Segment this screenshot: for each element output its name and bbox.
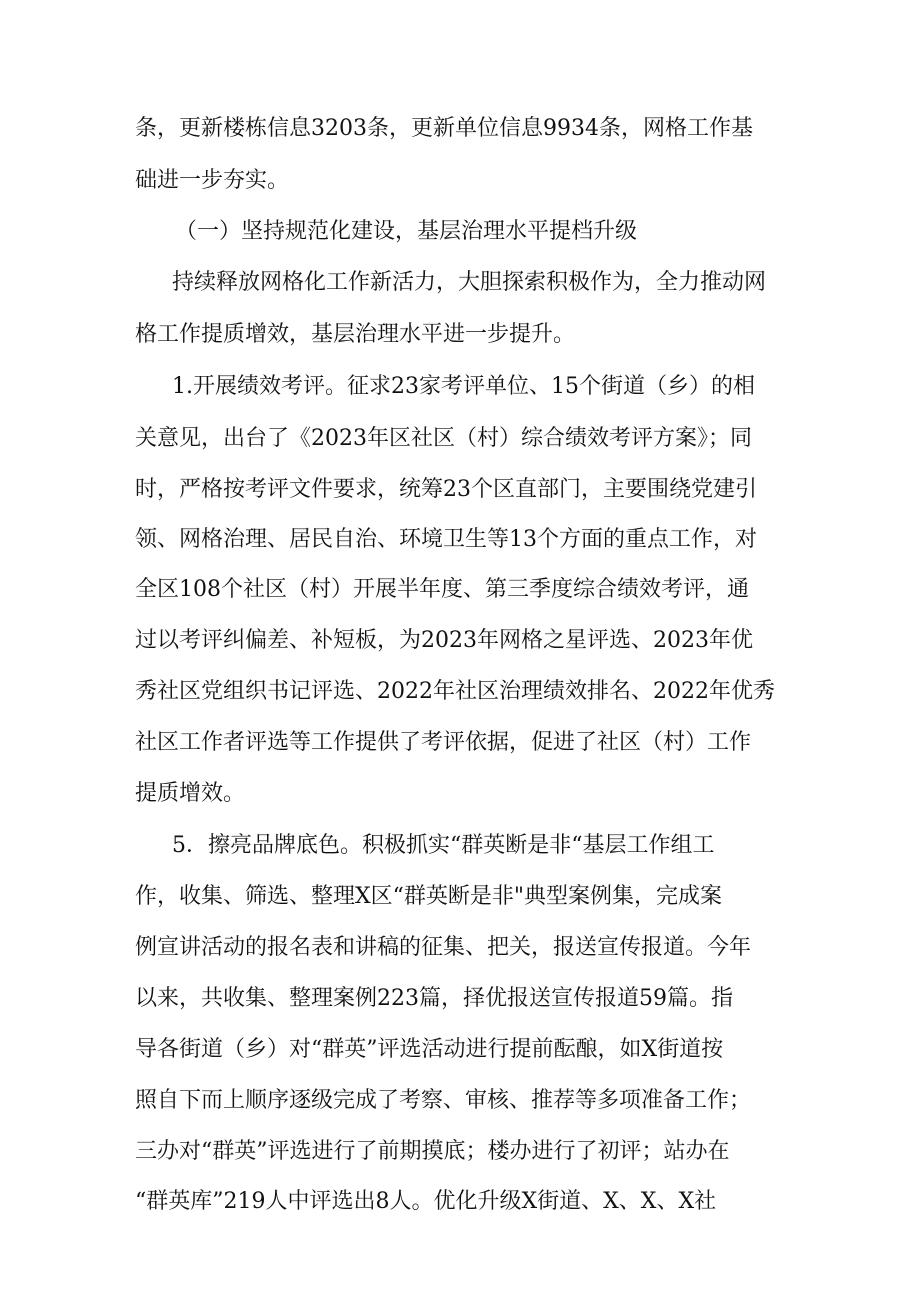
text-line: 条，更新楼栋信息3203条，更新单位信息9934条，网格工作基	[135, 116, 753, 141]
text-line: 作，收集、筛选、整理X区“群英断是非"典型案例集，完成案	[135, 884, 723, 909]
text-line: 时，严格按考评文件要求，统筹23个区直部门，主要围绕党建引	[135, 477, 757, 502]
text-line: “群英库”219人中评选出8人。优化升级X街道、X、X、X社	[135, 1189, 717, 1214]
text-line: 关意见，出台了《2023年区社区（村）综合绩效考评方案》；同	[135, 426, 752, 451]
text-line: 1.开展绩效考评。征求23家考评单位、15个街道（乡）的相	[172, 374, 755, 399]
text-line: 领、网格治理、居民自治、环境卫生等13个方面的重点工作，对	[135, 527, 757, 552]
text-line: 例宣讲活动的报名表和讲稿的征集、把关，报送宣传报道。今年	[135, 935, 752, 960]
text-line: 5．擦亮品牌底色。积极抓实“群英断是非“基层工作组工	[172, 833, 715, 858]
text-line: 导各街道（乡）对“群英”评选活动进行提前酝酿，如X街道按	[135, 1037, 724, 1062]
text-line: 以来，共收集、整理案例223篇，择优报送宣传报道59篇。指	[135, 986, 733, 1011]
text-line: 提质增效。	[135, 781, 246, 806]
text-line: 格工作提质增效，基层治理水平进一步提升。	[135, 322, 576, 347]
text-line: 照自下而上顺序逐级完成了考察、审核、推荐等多项准备工作；	[135, 1088, 752, 1113]
text-line: 过以考评纠偏差、补短板，为2023年网格之星评选、2023年优	[135, 628, 753, 653]
text-line: 社区工作者评选等工作提供了考评依据，促进了社区（村）工作	[135, 730, 752, 755]
text-line: 秀社区党组织书记评选、2022年社区治理绩效排名、2022年优秀	[135, 679, 775, 704]
section-heading: （一）坚持规范化建设，基层治理水平提档升级	[175, 219, 638, 244]
text-line: 持续释放网格化工作新活力，大胆探索积极作为，全力推动网	[172, 270, 767, 295]
text-line: 三办对“群英”评选进行了前期摸底；楼办进行了初评；站办在	[135, 1139, 730, 1164]
text-line: 础进一步夯实。	[135, 168, 290, 193]
text-line: 全区108个社区（村）开展半年度、第三季度综合绩效考评，通	[135, 577, 749, 602]
